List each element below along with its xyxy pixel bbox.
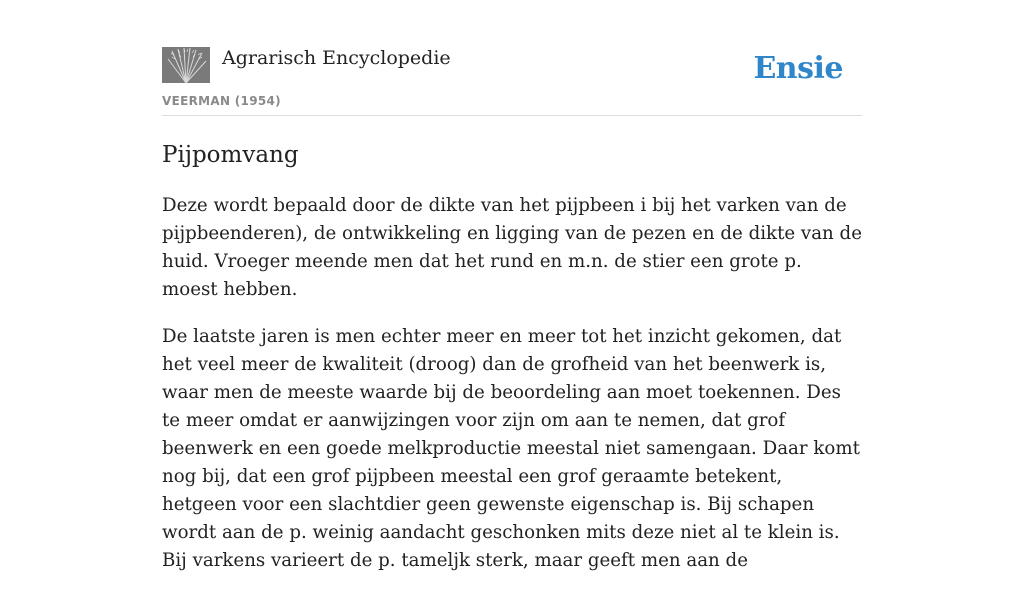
article-paragraph: De laatste jaren is men echter meer en meer tot het inzicht gekomen, dat het veel meer de kwaliteit (droog) dan de grofheid van het beenwerk is, waar men de meeste waarde bij de beoordeling aan moet toekennen. Des te meer omdat er aanwijzingen voor zijn om aan te nemen, dat grof beenwerk en een goede melkproductie meestal niet samengaan. Daar komt nog bij, dat een grof pijpbeen meestal een grof geraamte betekent, hetgeen voor een slachtdier geen gewenste eigenschap is. Bij schapen wordt aan de p. weinig aandacht geschonken mits deze niet al te klein is. Bij varkens varieert de p. tameljk sterk, maar geeft men aan de [162,326,860,571]
article-paragraph: Deze wordt bepaald door de dikte van het pijpbeen i bij het varken van de pijpbeenderen), de ontwikkeling en ligging van de pezen en de dikte van de huid. Vroeger meende men dat het rund en m.n. de stier een grote p. moest hebben. [162,195,862,300]
article-title: Pijpomvang [162,142,299,168]
page [162,0,862,571]
source-header [162,0,862,116]
wheat-sheaf-icon[interactable] [162,47,210,83]
article-body [162,192,862,594]
source-title[interactable]: Agrarisch Encyclopedie [222,47,451,69]
source-author: VEERMAN (1954) [162,94,281,108]
ensie-logo-link[interactable]: Ensie [753,51,843,86]
